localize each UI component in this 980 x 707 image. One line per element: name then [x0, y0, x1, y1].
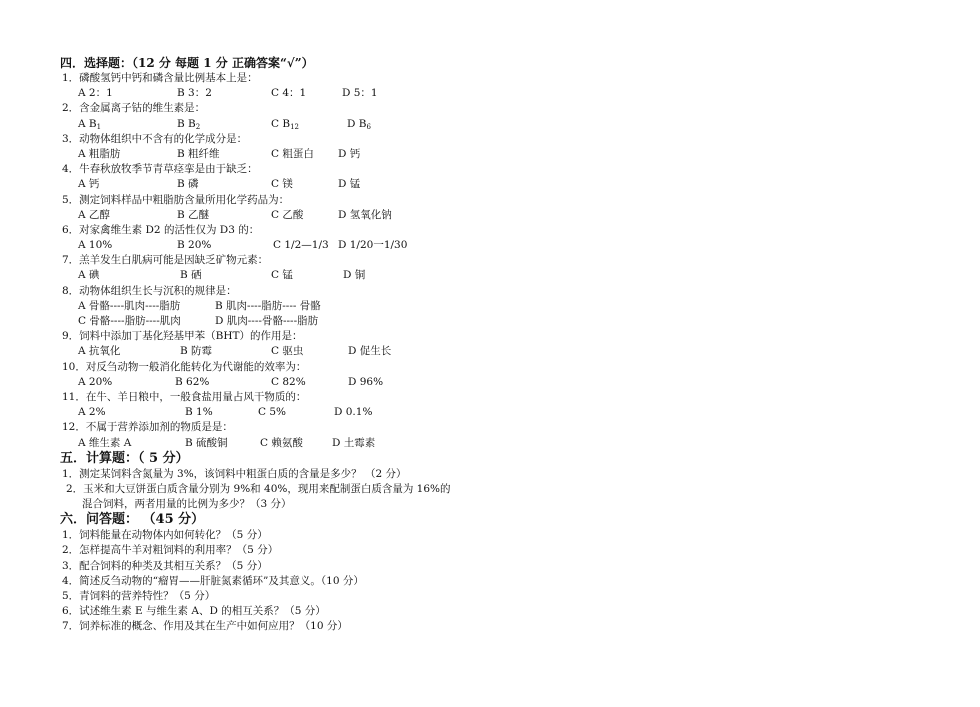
essay-question-5: 5．青饲料的营养特性？（5 分）: [62, 590, 216, 602]
option-a: A 钙: [78, 178, 100, 191]
question-12: 12．不属于营养添加剂的物质是是：: [62, 421, 233, 434]
option-d: D 肌肉----骨骼----脂肪: [215, 315, 319, 327]
question-2: 2．含金属离子钴的维生素是：: [62, 102, 206, 115]
section-6-title: 六．问答题： （45 分）: [60, 512, 205, 528]
essay-question-2: 2．怎样提高牛羊对粗饲料的利用率？（5 分）: [62, 544, 279, 557]
option-d: D 0.1%: [334, 406, 373, 419]
calc-question-1: 1．测定某饲料含氮量为 3%，该饲料中粗蛋白质的含量是多少？ （2 分）: [62, 467, 407, 480]
option-b: B 磷: [177, 178, 199, 191]
option-b: B 肌肉----脂肪---- 骨骼: [215, 299, 321, 312]
question-3-options: [60, 147, 580, 162]
option-c: C 赖氨酸: [260, 436, 303, 449]
question-10-options: [60, 375, 580, 390]
option-d: D 5：1: [342, 87, 378, 100]
question-4-options: [60, 177, 580, 192]
option-b: B 20%: [177, 239, 212, 252]
question-3: 3．动物体组织中不含有的化学成分是：: [62, 132, 248, 145]
option-a: A 2%: [78, 406, 106, 419]
question-5: 5．测定饲料样品中粗脂肪含量所用化学药品为：: [62, 193, 290, 206]
option-c: C 5%: [258, 406, 287, 419]
option-c: C 4：1: [271, 87, 307, 100]
option-a: A 碘: [78, 269, 100, 282]
option-c: C $B_{12}$: [271, 117, 300, 131]
question-4: 4．牛春秋放牧季节青草痉挛是由于缺乏：: [62, 163, 258, 176]
question-9: 9．饲料中添加丁基化羟基甲苯（BHT）的作用是：: [62, 330, 303, 343]
option-a: A 维生素 A: [78, 436, 132, 449]
option-c: C 驱虫: [271, 345, 304, 358]
exam-page: [60, 55, 580, 635]
option-a: A 骨骼----肌肉----脂肪: [78, 299, 181, 312]
option-a: A 2：1: [78, 87, 113, 100]
essay-question-4: 4．简述反刍动物的“瘤胃——肝脏氮素循环”及其意义。（10 分）: [62, 574, 364, 587]
option-b: B 粗纤维: [177, 147, 220, 160]
question-5-options: [60, 208, 580, 223]
option-a: A 乙醇: [78, 208, 110, 221]
question-6-options: [60, 238, 580, 253]
question-2-options: [60, 117, 580, 132]
calc-question-2-continued: 混合饲料，两者用量的比例为多少？（3 分）: [82, 498, 292, 511]
option-c: C 乙酸: [271, 208, 304, 221]
question-7-options: [60, 268, 580, 283]
question-7: 7．羔羊发生白肌病可能是因缺乏矿物元素：: [62, 254, 269, 267]
option-b: B 硒: [180, 269, 202, 282]
option-d: D 1/20一1/30: [338, 239, 408, 252]
option-c: C 锰: [271, 269, 293, 282]
option-b: B 防霉: [180, 345, 213, 358]
option-d: D 氢氧化钠: [338, 208, 392, 221]
question-8-options-row-1: [60, 299, 580, 314]
option-d: D $B_6$: [347, 117, 371, 131]
option-b: B $B_2$: [177, 117, 201, 131]
essay-question-7: 7．饲养标准的概念、作用及其在生产中如何应用？（10 分）: [62, 620, 348, 633]
question-9-options: [60, 344, 580, 359]
section-5-title: 五．计算题：（ 5 分）: [60, 450, 189, 466]
option-b: B 62%: [175, 375, 210, 388]
question-8: 8．动物体组织生长与沉积的规律是：: [62, 284, 237, 297]
question-11: 11．在牛、羊日粮中，一般食盐用量占风干物质的：: [62, 390, 307, 403]
question-11-options: [60, 405, 580, 420]
question-6: 6．对家禽维生素 D2 的活性仅为 D3 的：: [62, 223, 260, 236]
question-10: 10．对反刍动物一般消化能转化为代谢能的效率为：: [62, 360, 307, 373]
option-c: C 1/2—1/3: [273, 239, 329, 252]
option-c: C 骨骼----脂肪----肌肉: [78, 315, 181, 327]
question-8-options-row-2: [60, 314, 580, 329]
essay-question-1: 1．饲料能量在动物体内如何转化？（5 分）: [62, 529, 268, 542]
option-b: B 硫酸铜: [185, 436, 228, 449]
option-d: D 土霉素: [332, 436, 376, 449]
question-1: 1．磷酸氢钙中钙和磷含量比例基本上是：: [62, 72, 258, 84]
option-b: B 乙醚: [177, 208, 210, 221]
essay-question-3: 3．配合饲料的种类及其相互关系？（5 分）: [62, 559, 268, 572]
option-d: D 锰: [338, 178, 361, 191]
option-b: B 3：2: [177, 87, 212, 100]
option-a: A $B_1$: [78, 117, 102, 131]
option-a: A 20%: [78, 375, 113, 388]
option-d: D 钙: [338, 147, 361, 160]
question-1-options: [60, 86, 580, 101]
essay-question-6: 6．试述维生素 E 与维生素 A、D 的相互关系？（5 分）: [62, 605, 326, 618]
option-c: C 粗蛋白: [271, 147, 314, 160]
option-c: C 82%: [271, 375, 306, 388]
option-a: A 抗氧化: [78, 345, 121, 358]
option-d: D 铜: [343, 269, 366, 282]
section-4-title: 四．选择题：（12 分 每题 1 分 正确答案“√”）: [60, 56, 314, 70]
option-a: A 粗脂肪: [78, 147, 121, 160]
option-b: B 1%: [185, 406, 213, 419]
option-c: C 镁: [271, 178, 293, 191]
option-a: A 10%: [78, 239, 113, 252]
option-d: D 96%: [348, 375, 384, 388]
question-12-options: [60, 436, 580, 451]
option-d: D 促生长: [348, 345, 392, 358]
calc-question-2: 2．玉米和大豆饼蛋白质含量分别为 9%和 40%，现用来配制蛋白质含量为 16%的: [66, 482, 451, 495]
